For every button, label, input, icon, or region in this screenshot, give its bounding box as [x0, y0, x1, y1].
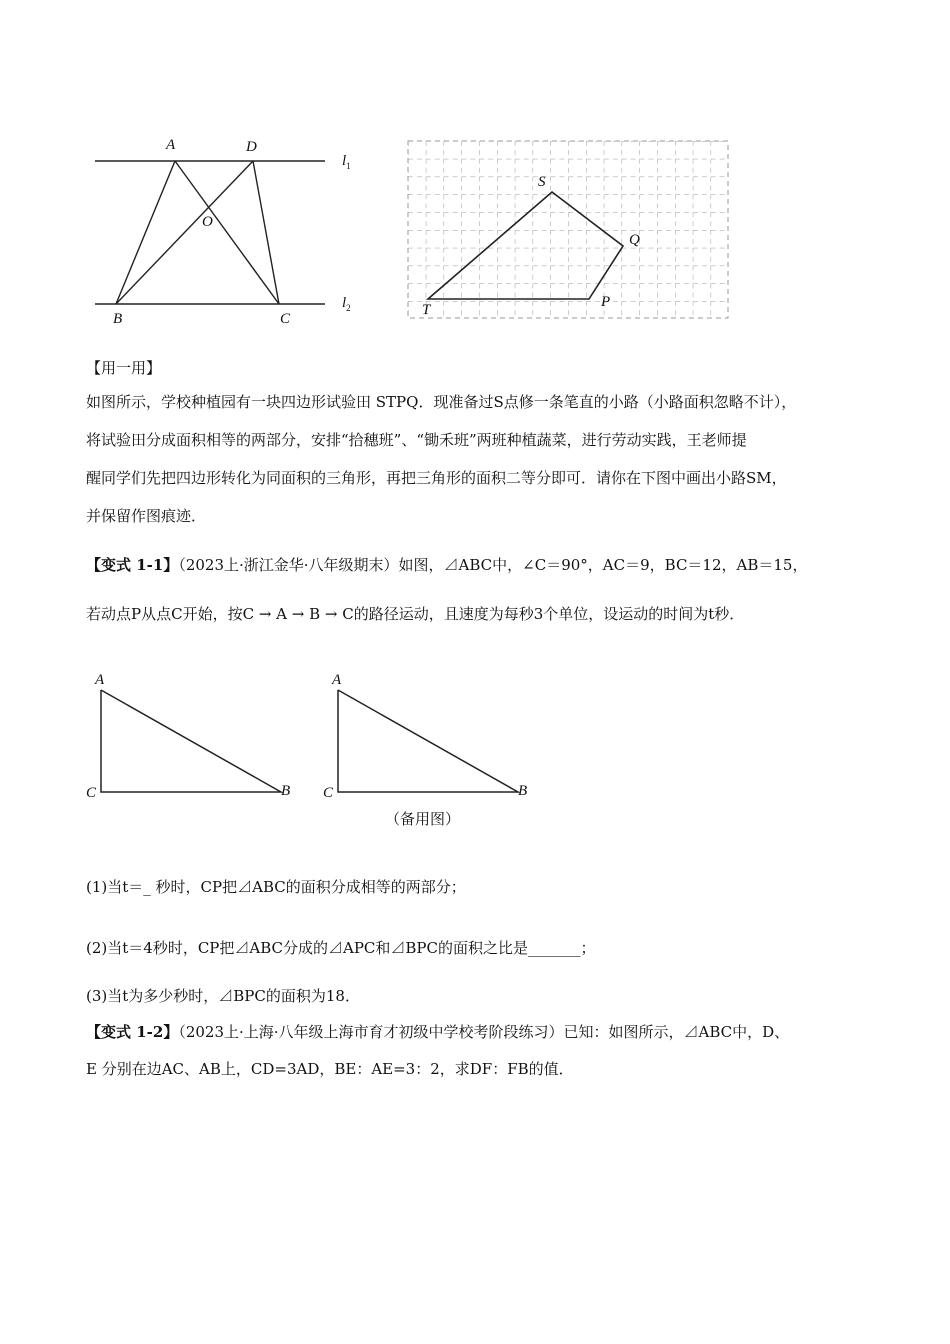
figure-caption: （备用图）	[385, 810, 461, 828]
paragraph-line: 醒同学们先把四边形转化为同面积的三角形，再把三角形的面积二等分即可．请你在下图中画出小路SM，	[86, 469, 787, 487]
problem-statement-line: E 分别在边AC、AB上，CD=3AD，BE：AE=3：2，求DF：FB的值．	[86, 1060, 574, 1078]
point-label-p: P	[601, 294, 611, 310]
variant-tag: 【变式 1-1】	[86, 556, 179, 574]
section-heading: 【用一用】	[86, 359, 162, 377]
problem-text: 如图，⊿ABC中，∠C＝90°，AC＝9，BC＝12，AB＝15，	[398, 556, 808, 574]
source-note: （2023上·上海·八年级上海市育才初级中学校考阶段练习）	[178, 1023, 564, 1041]
problem-text: 已知：如图所示，⊿ABC中，D、	[563, 1023, 790, 1041]
point-label-c: C	[323, 785, 334, 801]
point-label-t: T	[422, 302, 431, 318]
point-label-c: C	[86, 785, 97, 801]
paragraph-line: 如图所示，学校种植园有一块四边形试验田 STPQ．现准备过S点修一条笔直的小路（小路面积忽略不计），	[86, 393, 797, 411]
point-label-s: S	[538, 174, 546, 190]
point-label-a: A	[166, 137, 176, 153]
point-label-b: B	[113, 311, 123, 327]
question-1: (1)当t＝_ 秒时，CP把⊿ABC的面积分成相等的两部分；	[86, 878, 466, 896]
point-label-q: Q	[629, 232, 640, 248]
paragraph-line: 并保留作图痕迹．	[86, 507, 207, 525]
paragraph-line: 将试验田分成面积相等的两部分，安排“拾穗班”、“锄禾班”两班种植蔬菜，进行劳动实践，王老师提	[86, 431, 747, 449]
question-3: (3)当t为多少秒时，⊿BPC的面积为18．	[86, 987, 360, 1005]
point-label-c: C	[280, 311, 291, 327]
variant-tag: 【变式 1-2】	[86, 1023, 179, 1041]
question-2: (2)当t＝4秒时，CP把⊿ABC分成的⊿APC和⊿BPC的面积之比是_______；	[86, 939, 596, 957]
line-label-l1: $l_1$	[342, 153, 351, 171]
source-note: （2023上·浙江金华·八年级期末）	[178, 556, 399, 574]
point-label-b: B	[281, 783, 291, 799]
point-label-d: D	[246, 139, 257, 155]
point-label-o: O	[202, 214, 213, 230]
problem-statement-line	[86, 1021, 789, 1043]
line-label-l2: $l_2$	[342, 295, 351, 313]
point-label-a: A	[95, 672, 105, 688]
point-label-a: A	[332, 672, 342, 688]
point-label-b: B	[518, 783, 528, 799]
problem-statement-line: 若动点P从点C开始，按C → A → B → C的路径运动，且速度为每秒3个单位，设运动的时间为t秒．	[86, 605, 745, 623]
